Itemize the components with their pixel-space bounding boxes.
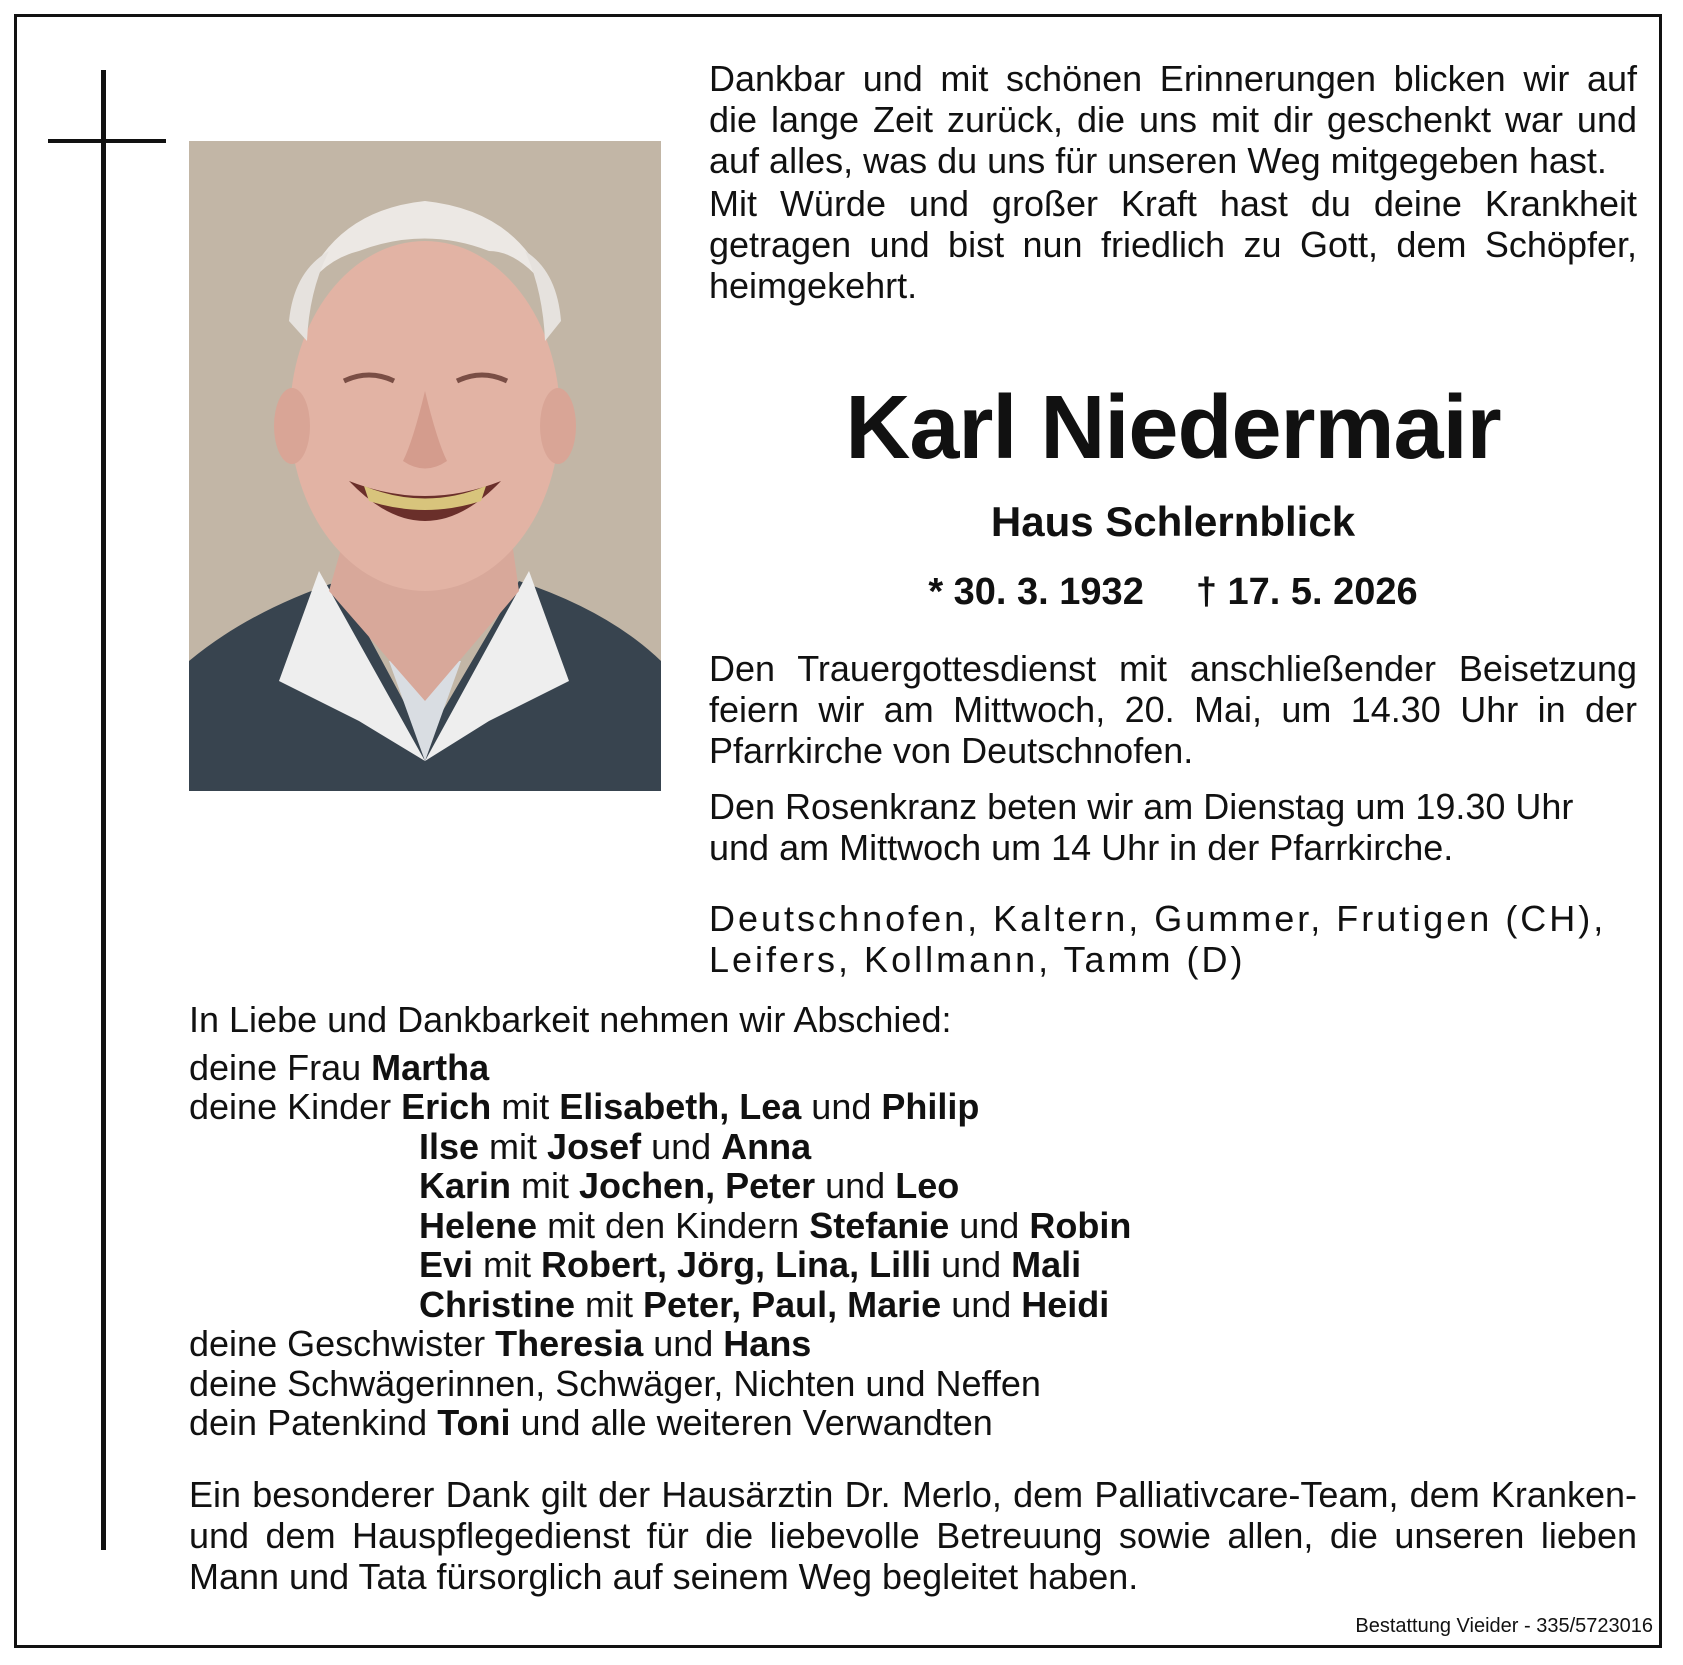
funeral-home-footer: Bestattung Vieider - 335/5723016 — [1355, 1615, 1653, 1637]
family-in-laws: deine Schwägerinnen, Schwäger, Nichten und Neffen — [189, 1362, 1041, 1404]
cross-icon — [101, 70, 106, 1550]
rosary-info — [709, 786, 1637, 868]
thanks-paragraph: Ein besonderer Dank gilt der Hausärztin Dr. Merlo, dem Palliativcare-Team, dem Kranken- und dem Hauspflegedienst für die liebevolle Betreuung sowie allen, die unseren lieben Mann und Tata fürsorglich auf seinem Weg begleitet haben. — [189, 1474, 1637, 1597]
funeral-service-info — [709, 648, 1637, 771]
family-list — [189, 1000, 1629, 1443]
intro-text — [709, 58, 1637, 306]
family-wife: deine Frau Martha — [189, 1046, 490, 1088]
family-child-4: Helene mit den Kindern Stefanie und Robin — [419, 1204, 1132, 1246]
family-child-1: deine Kinder Erich mit Elisabeth, Lea und Philip — [189, 1086, 980, 1127]
places-text: Deutschnofen, Kaltern, Gummer, Frutigen (CH), Leifers, Kollmann, Tamm (D) — [709, 898, 1607, 980]
thanks-text — [189, 1474, 1637, 1597]
rosary-text: Den Rosenkranz beten wir am Dienstag um 19.30 Uhr und am Mittwoch um 14 Uhr in der Pfarrkirche. — [709, 786, 1574, 868]
death-date: † 17. 5. 2026 — [1195, 571, 1418, 613]
life-dates — [709, 570, 1637, 614]
family-lead: In Liebe und Dankbarkeit nehmen wir Abschied: — [189, 999, 952, 1040]
intro-paragraph-2: Mit Würde und großer Kraft hast du deine Krankheit getragen und bist nun friedlich zu Gott, dem Schöpfer, heimgekehrt. — [709, 183, 1637, 306]
family-siblings: deine Geschwister Theresia und Hans — [189, 1323, 812, 1364]
deceased-name: Karl Niedermair — [845, 378, 1501, 478]
intro-paragraph-1: Dankbar und mit schönen Erinnerungen blicken wir auf die lange Zeit zurück, die uns mit dir geschenkt war und auf alles, was du uns für unseren Weg mitgegeben hast. — [709, 58, 1637, 181]
cross-icon-bar — [48, 139, 166, 143]
family-child-2: Ilse mit Josef und Anna — [419, 1125, 812, 1167]
family-child-3: Karin mit Jochen, Peter und Leo — [419, 1165, 960, 1206]
birth-date: * 30. 3. 1932 — [928, 571, 1144, 613]
family-child-5: Evi mit Robert, Jörg, Lina, Lilli und Mali — [419, 1244, 1082, 1285]
family-child-6: Christine mit Peter, Paul, Marie und Heidi — [419, 1283, 1110, 1325]
portrait-photo — [189, 141, 661, 791]
family-godchild: dein Patenkind Toni und alle weiteren Verwandten — [189, 1402, 993, 1443]
portrait-illustration — [189, 141, 661, 791]
places-info — [709, 898, 1609, 980]
service-text: Den Trauergottesdienst mit anschließender Beisetzung feiern wir am Mittwoch, 20. Mai, um 14.30 Uhr in der Pfarrkirche von Deutschnofen. — [709, 648, 1637, 771]
house-name: Haus Schlernblick — [990, 498, 1356, 545]
